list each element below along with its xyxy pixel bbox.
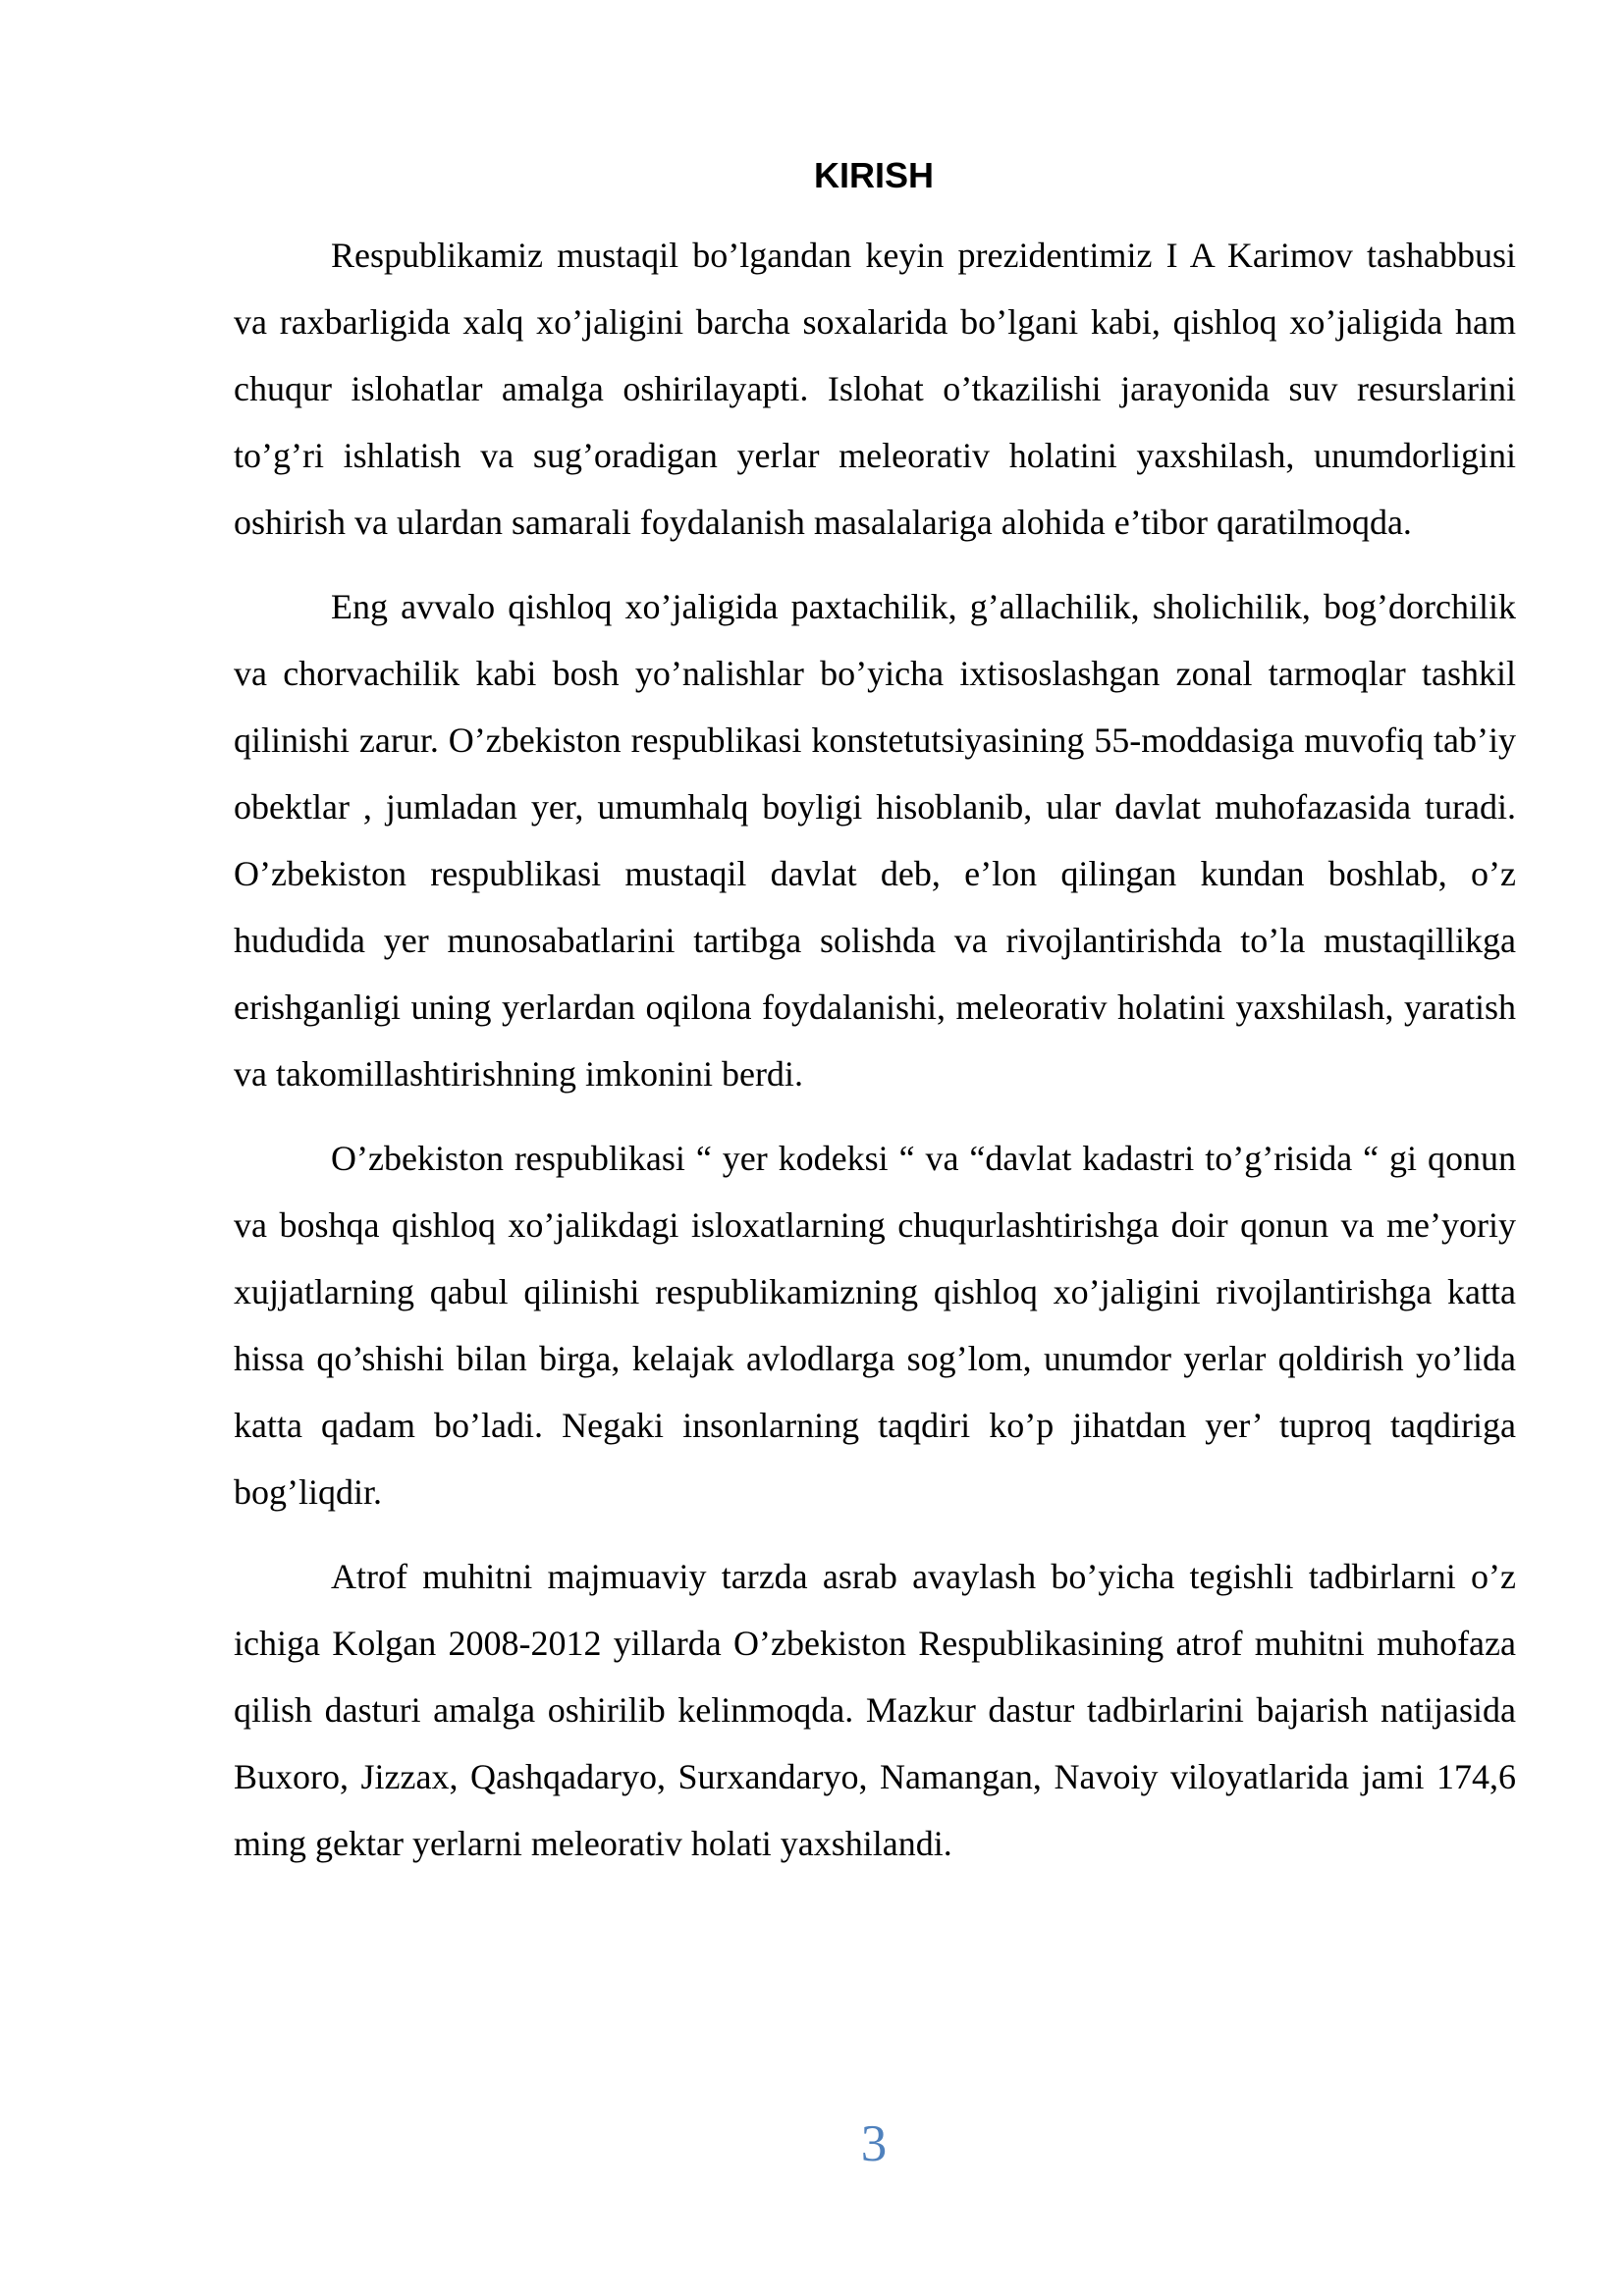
body-text [234, 222, 1516, 1895]
paragraph-2: Eng avvalo qishloq xo’jaligida paxtachilik, g’allachilik, sholichilik, bog’dorchilik va chorvachilik kabi bosh yo’nalishlar bo’yicha ixtisoslashgan zonal tarmoqlar tashkil qilinishi zarur. O’zbekiston respublikasi konstetutsiyasining 55-moddasiga muvofiq tab’iy obektlar , jumladan yer, umumhalq boyligi hisoblanib, ular davlat muhofazasida turadi. O’zbekiston respublikasi mustaqil davlat deb, e’lon qilingan kundan boshlab, o’z hududida yer munosabatlarini tartibga solishda va rivojlantirishda to’la mustaqillikga erishganligi uning yerlardan oqilona foydalanishi, meleorativ holatini yaxshilash, yaratish va takomillashtirishning imkonini berdi. [234, 587, 1516, 1094]
section-heading: KIRISH [813, 155, 934, 195]
page-number: 3 [860, 2115, 888, 2172]
paragraph-1: Respublikamiz mustaqil bo’lgandan keyin prezidentimiz I A Karimov tashabbusi va raxbarligida xalq xo’jaligini barcha soxalarida bo’lgani kabi, qishloq xo’jaligida ham chuqur islohatlar amalga oshirilayapti. Islohat o’tkazilishi jarayonida suv resurslarini to’g’ri ishlatish va sug’oradigan yerlar meleorativ holatini yaxshilash, unumdorligini oshirish va ulardan samarali foydalanish masalalariga alohida e’tibor qaratilmoqda. [234, 236, 1516, 542]
paragraph-4: Atrof muhitni majmuaviy tarzda asrab avaylash bo’yicha tegishli tadbirlarni o’z ichiga Kolgan 2008-2012 yillarda O’zbekiston Respublikasining atrof muhitni muhofaza qilish dasturi amalga oshirilib kelinmoqda. Mazkur dastur tadbirlarini bajarish natijasida Buxoro, Jizzax, Qashqadaryo, Surxandaryo, Namangan, Navoiy viloyatlarida jami 174,6 ming gektar yerlarni meleorativ holati yaxshilandi. [234, 1557, 1516, 1863]
paragraph-3: O’zbekiston respublikasi “ yer kodeksi “ va “davlat kadastri to’g’risida “ gi qonun va boshqa qishloq xo’jalikdagi isloxatlarning chuqurlashtirishga doir qonun va me’yoriy xujjatlarning qabul qilinishi respublikamizning qishloq xo’jaligini rivojlantirishga katta hissa qo’shishi bilan birga, kelajak avlodlarga sog’lom, unumdor yerlar qoldirish yo’lida katta qadam bo’ladi. Negaki insonlarning taqdiri ko’p jihatdan yer’ tuproq taqdiriga bog’liqdir. [234, 1139, 1516, 1512]
